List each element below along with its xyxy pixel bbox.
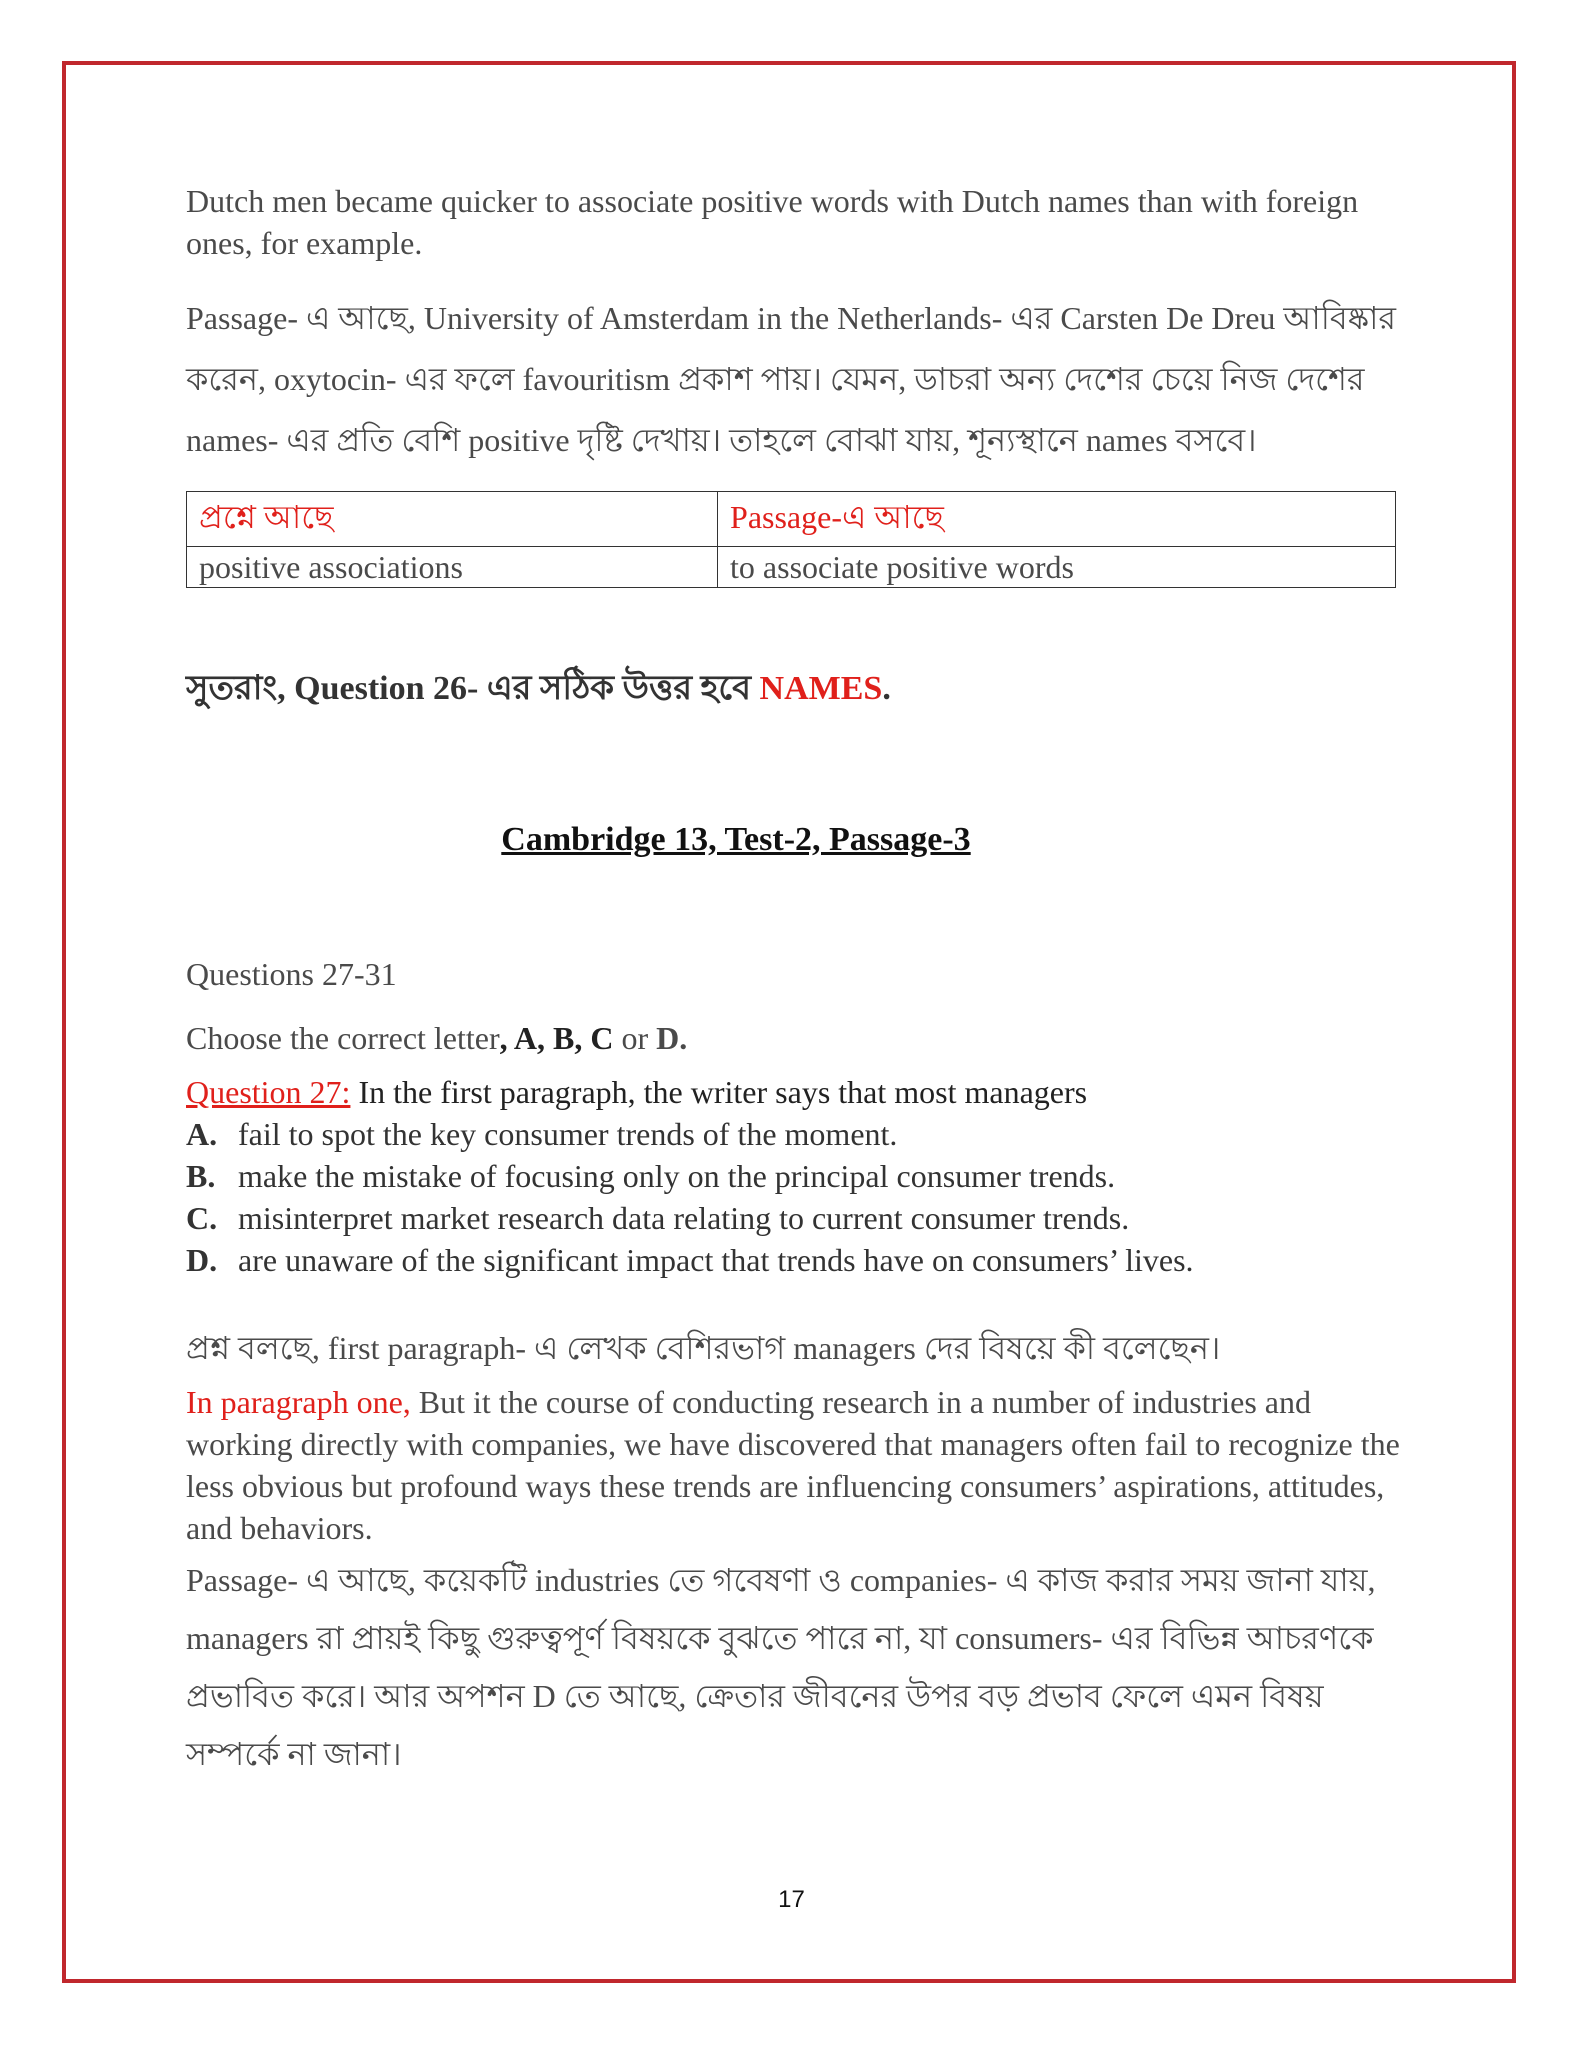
final-explanation-bangla: Passage- এ আছে, কয়েকটি industries তে গবেষণা ও companies- এ কাজ করার সময় জানা যায়, managers রা প্রায়ই কিছু গুরুত্বপূর্ণ বিষয়কে বুঝতে পারে না, যা consumers- এর বিভিন্ন আচরণকে প্রভাবিত করে। আর অপশন D তে আছে, ক্রেতার জীবনের উপর বড় প্রভাব ফেলে এমন বিষয় সম্পর্কে না জানা। (186, 1562, 1376, 1772)
section-heading: Cambridge 13, Test-2, Passage-3 (501, 821, 971, 858)
answer-value: NAMES (759, 670, 883, 707)
option-c (186, 1197, 1406, 1239)
question-27-label: Question 27: (186, 1074, 351, 1110)
option-c-text: misinterpret market research data relating to current consumer trends. (238, 1200, 1130, 1236)
option-c-letter: C. (186, 1200, 218, 1236)
table-header-question: প্রশ্নে আছে (187, 492, 718, 547)
questions-range: Questions 27-31 (186, 956, 397, 992)
option-d-letter: D. (186, 1242, 218, 1278)
instruction-last: D. (656, 1020, 688, 1056)
option-d (186, 1239, 1406, 1281)
option-a (186, 1113, 1406, 1155)
option-d-text: are unaware of the significant impact that trends have on consumers’ lives. (238, 1242, 1194, 1278)
instruction-or: or (613, 1020, 657, 1056)
explanation-bangla: প্রশ্ন বলছে, first paragraph- এ লেখক বেশিরভাগ managers দের বিষয়ে কী বলেছেন। (186, 1330, 1221, 1366)
option-b (186, 1155, 1406, 1197)
paragraph-dutch-names: Dutch men became quicker to associate positive words with Dutch names than with foreign ones, for example. (186, 183, 1359, 261)
answer-line (186, 662, 1406, 719)
question-27-block (186, 1071, 1406, 1281)
page-content (186, 180, 1406, 1783)
instruction-letters: , A, B, C (499, 1020, 614, 1056)
comparison-table (186, 491, 1396, 588)
table-cell-question: positive associations (187, 547, 718, 588)
option-b-letter: B. (186, 1158, 216, 1194)
answer-prefix: সুতরাং, Question 26- এর সঠিক উত্তর হবে (186, 670, 760, 707)
option-a-text: fail to spot the key consumer trends of the moment. (238, 1116, 898, 1152)
paragraph-passage-bangla: Passage- এ আছে, University of Amsterdam in the Netherlands- এর Carsten De Dreu আবিষ্কার করেন, oxytocin- এর ফলে favouritism প্রকাশ পায়। যেমন, ডাচরা অন্য দেশের চেয়ে নিজ দেশের names- এর প্রতি বেশি positive দৃষ্টি দেখায়। তাহলে বোঝা যায়, শূন্যস্থানে names বসবে। (186, 300, 1396, 458)
table-header-passage: Passage-এ আছে (718, 492, 1396, 547)
question-27 (186, 1071, 1406, 1113)
paragraph-one-text: But it the course of conducting research in a number of industries and working directly with companies, we have discovered that managers often fail to recognize the less obvious but profound ways these trends are influencing consumers’ aspirations, attitudes, and behaviors. (186, 1384, 1400, 1546)
paragraph-one-quote (186, 1381, 1406, 1549)
page-number: 17 (778, 1886, 805, 1913)
option-a-letter: A. (186, 1116, 218, 1152)
instruction-text: Choose the correct letter (186, 1020, 500, 1056)
question-27-text: In the first paragraph, the writer says that most managers (350, 1074, 1088, 1110)
option-b-text: make the mistake of focusing only on the principal consumer trends. (238, 1158, 1116, 1194)
table-cell-passage: to associate positive words (718, 547, 1396, 588)
answer-suffix: . (882, 670, 891, 707)
instruction (186, 1017, 1406, 1059)
paragraph-one-label: In paragraph one, (186, 1384, 411, 1420)
